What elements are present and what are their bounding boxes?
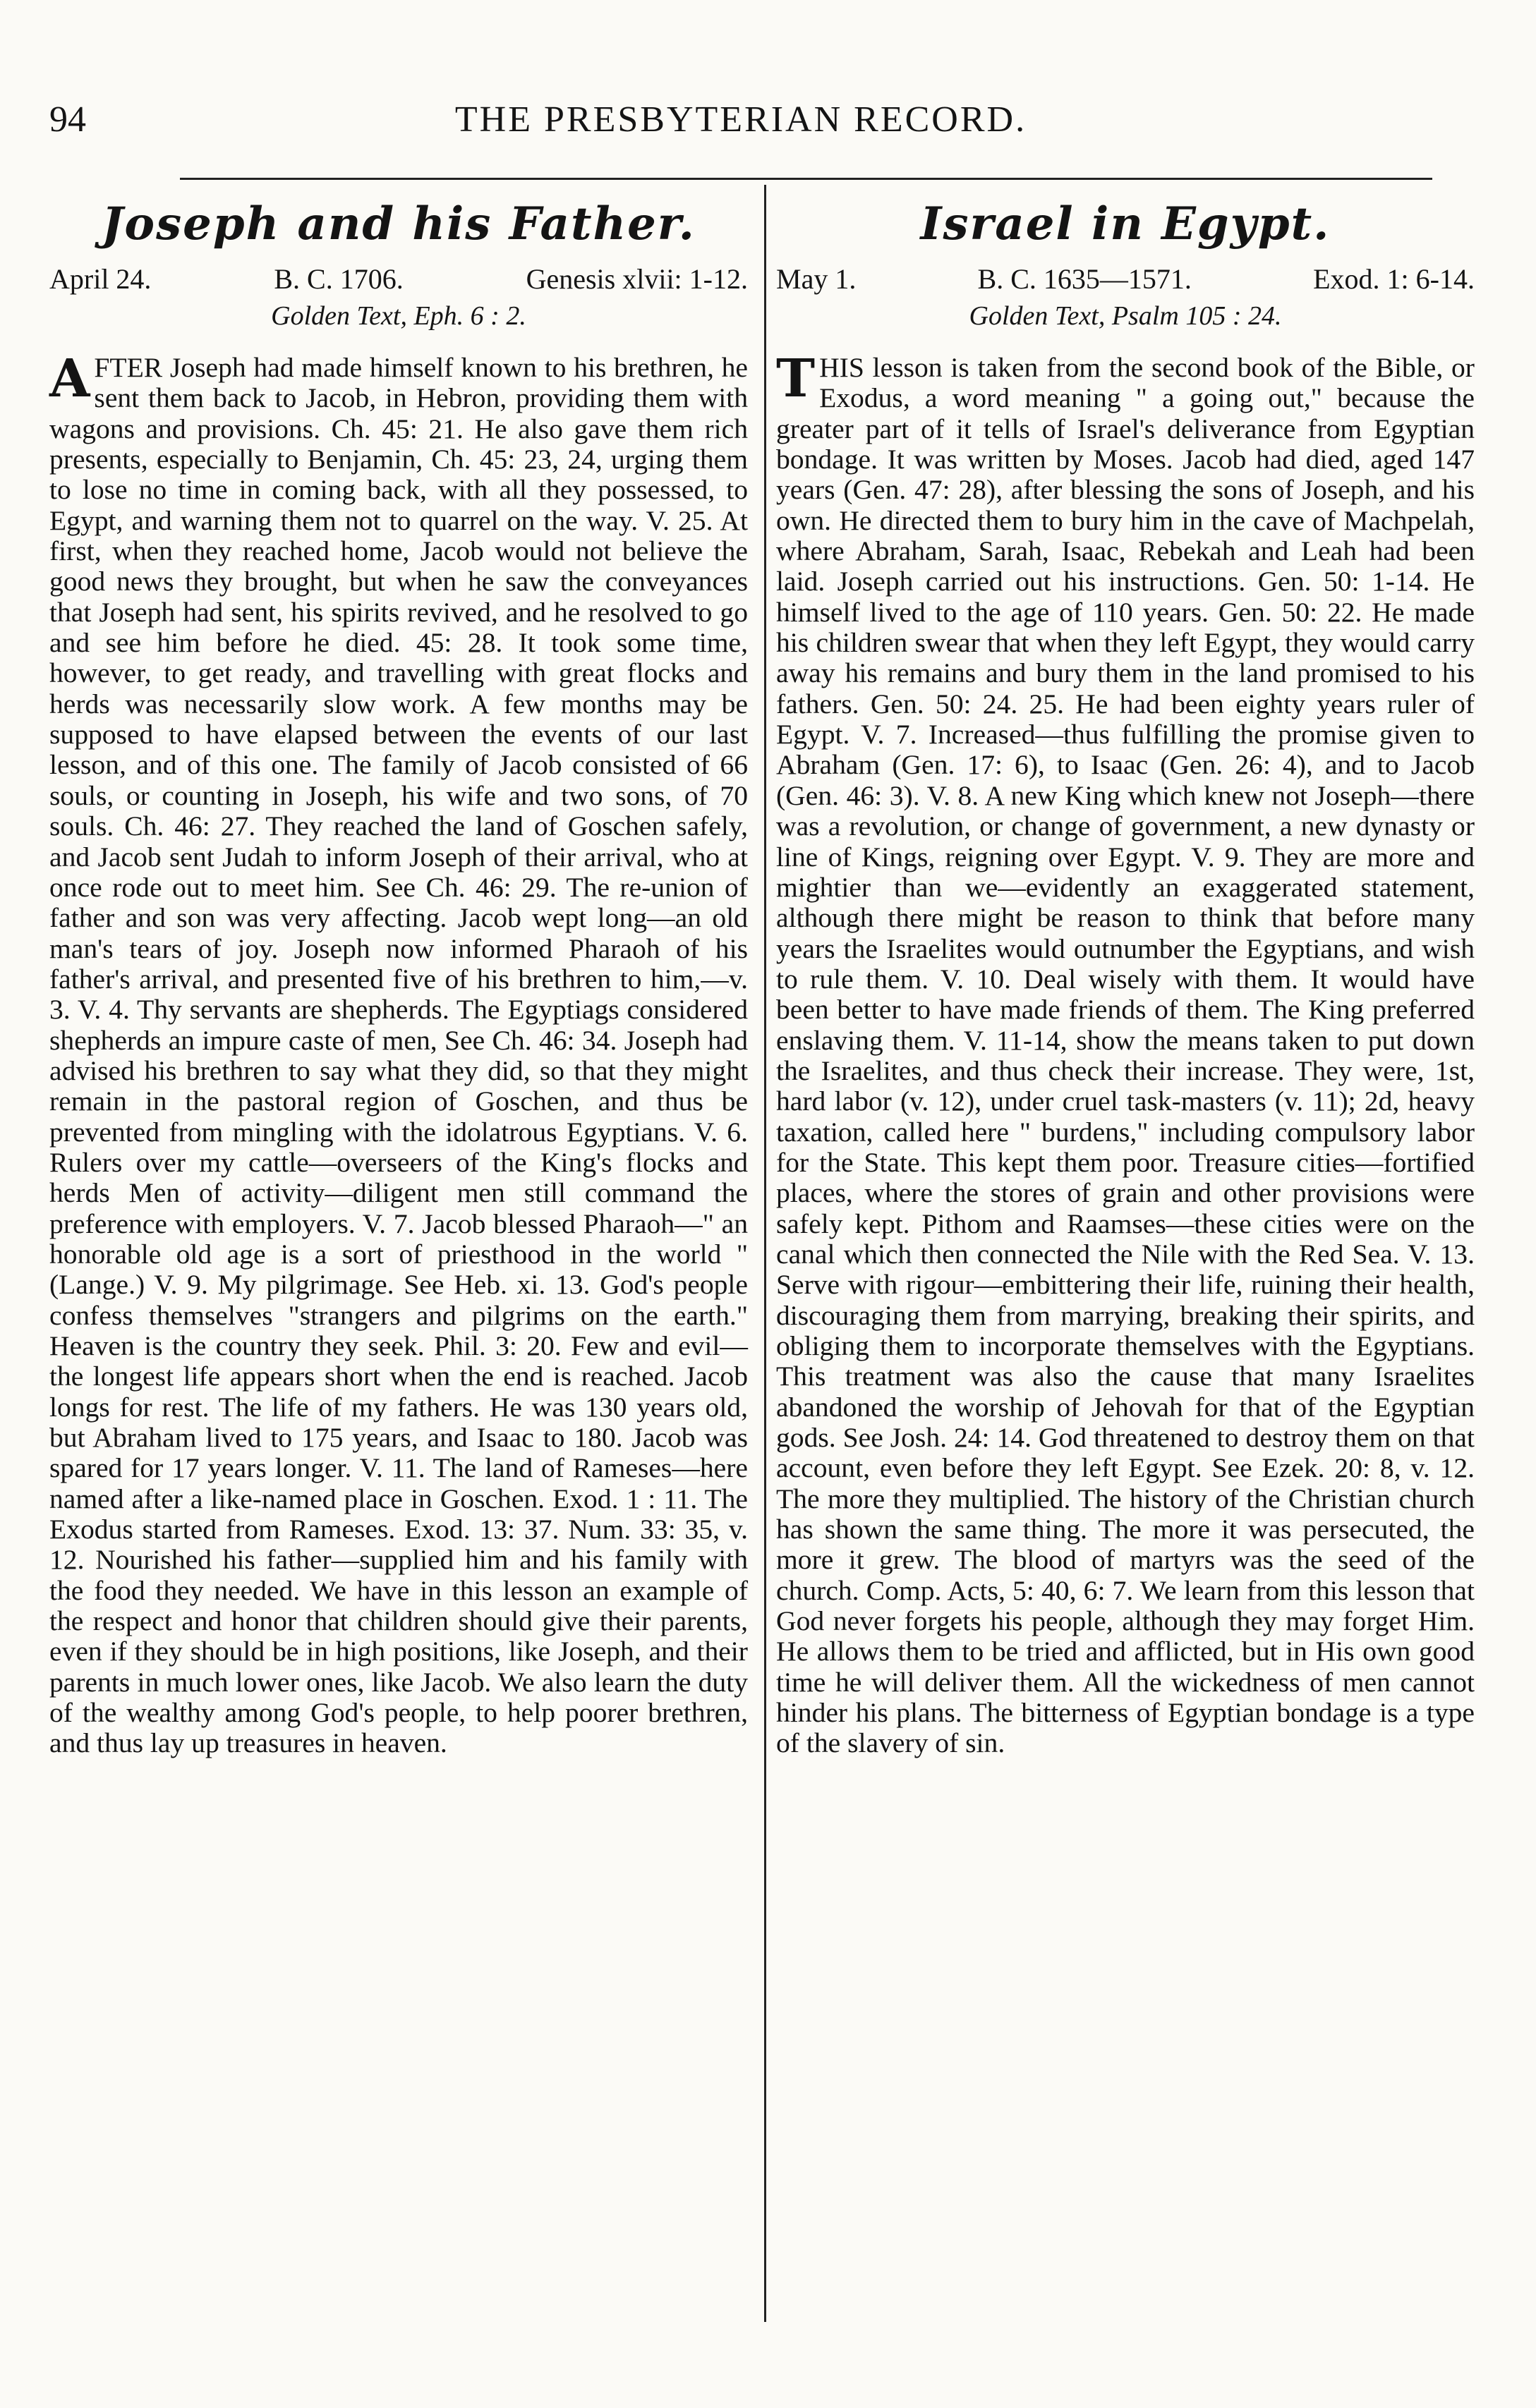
lesson-reference: Genesis xlvii: 1-12. <box>526 263 748 295</box>
lesson-date: May 1. <box>776 263 857 295</box>
lesson-body <box>776 348 1475 1759</box>
drop-cap: A <box>49 348 90 409</box>
golden-text: Golden Text, Eph. 6 : 2. <box>271 301 526 331</box>
header-rule <box>180 178 1432 180</box>
page-number: 94 <box>49 99 86 140</box>
column-divider <box>764 185 766 2322</box>
lesson-right <box>776 196 1475 1759</box>
lesson-text: FTER Joseph had made himself known to his brethren, he sent them back to Jacob, in Hebron, providing them with wagons and provisions. Ch. 45: 21. He also gave them rich presents, especially to Benjamin, Ch. 45: 23, 24, urging them to lose no time in coming back, with all they possessed, to Egypt, and warning them not to quarrel on the way. V. 25. At first, when they reached home, Jacob would not believe the good news they brought, but when he saw the conveyances that Joseph had sent, his spirits revived, and he resolved to go and see him before he died. 45: 28. It took some time, however, to get ready, and travelling with great flocks and herds was necessarily slow work. A few months may be supposed to have elapsed between the events of our last lesson, and of this one. The family of Jacob consisted of 66 souls, or counting in Joseph, his wife and two sons, of 70 souls. Ch. 46: 27. They reached the land of Goschen safely, and Jacob sent Judah to inform Joseph of their arrival, who at once rode out to meet him. See Ch. 46: 29. The re-union of father and son was very affecting. Jacob wept long—an old man's tears of joy. Joseph now informed Pharaoh of his father's arrival, and presented five of his brethren to him,—v. 3. V. 4. Thy servants are shepherds. The Egyptiags considered shepherds an impure caste of men, See Ch. 46: 34. Joseph had advised his brethren to say what they did, so that they might remain in the pastoral region of Goschen, and thus be prevented from mingling with the idolatrous Egyptians. V. 6. Rulers over my cattle—overseers of the King's flocks and herds Men of activity—diligent men still command the preference with employers. V. 7. Jacob blessed Pharaoh—" an honorable old age is a sort of priesthood in the world " (Lange.) V. 9. My pilgrimage. See Heb. xi. 13. God's people confess themselves "strangers and pilgrims on the earth." Heaven is the country they seek. Phil. 3: 20. Few and evil—the longest life appears short when the end is reached. Jacob longs for rest. The life of my fathers. He was 130 years old, but Abraham lived to 175 years, and Isaac to 180. Jacob was spared for 17 years longer. V. 11. The land of Rameses—here named after a like-named place in Goschen. Exod. 1 : 11. The Exodus started from Rameses. Exod. 13: 37. Num. 33: 35, v. 12. Nourished his father—supplied him and his family with the food they needed. We have in this lesson an example of the respect and honor that children should give their parents, even if they should be in high positions, like Joseph, and their parents in much lower ones, like Jacob. We also learn the duty of the wealthy among God's people, to help poorer brethren, and thus lay up treasures in heaven. <box>49 352 748 1759</box>
lesson-meta <box>49 261 748 298</box>
lesson-text: HIS lesson is taken from the second book of the Bible, or Exodus, a word meaning " a going out," because the greater part of it tells of Israel's deliverance from Egyptian bondage. It was written by Moses. Jacob had died, aged 147 years (Gen. 47: 28), after blessing the sons of Joseph, and his own. He directed them to bury him in the cave of Machpelah, where Abraham, Sarah, Isaac, Rebekah and Leah had been laid. Joseph carried out his instructions. Gen. 50: 1-14. He himself lived to the age of 110 years. Gen. 50: 22. He made his children swear that when they left Egypt, they would carry away his remains and bury them in the land promised to his fathers. Gen. 50: 24. 25. He had been eighty years ruler of Egypt. V. 7. Increased—thus fulfilling the promise given to Abraham (Gen. 17: 6), to Isaac (Gen. 26: 4), and to Jacob (Gen. 46: 3). V. 8. A new King which knew not Joseph—there was a revolution, or change of government, a new dynasty or line of Kings, reigning over Egypt. V. 9. They are more and mightier than we—evidently an exaggerated statement, although there might be reason to think that before many years the Israelites would outnumber the Egyptians, and wish to rule them. V. 10. Deal wisely with them. It would have been better to have made friends of them. The King preferred enslaving them. V. 11-14, show the means taken to put down the Israelites, and thus check their increase. They were, 1st, hard labor (v. 12), under cruel task-masters (v. 11); 2d, heavy taxation, called here " burdens," including compulsory labor for the State. This kept them poor. Treasure cities—fortified places, where the stores of grain and other provisions were safely kept. Pithom and Raamses—these cities were on the canal which then connected the Nile with the Red Sea. V. 13. Serve with rigour—embittering their life, ruining their health, discouraging them from marrying, breaking their spirits, and obliging them to incorporate themselves with the Egyptians. This treatment was also the cause that many Israelites abandoned the worship of Jehovah for that of the Egyptian gods. See Josh. 24: 14. God threatened to destroy them on that account, even before they left Egypt. See Ezek. 20: 8, v. 12. The more they multiplied. The history of the Christian church has shown the same thing. The more it was persecuted, the more it grew. The blood of martyrs was the seed of the church. Comp. Acts, 5: 40, 6: 7. We learn from this lesson that God never forgets his people, although they may forget Him. He allows them to be tried and afflicted, but in His own good time he will deliver them. All the wickedness of men cannot hinder his plans. The bitterness of Egyptian bondage is a type of the slavery of sin. <box>776 352 1475 1759</box>
lesson-date: April 24. <box>49 263 152 295</box>
lesson-reference: Exod. 1: 6-14. <box>1313 263 1475 295</box>
lesson-left <box>49 196 748 1759</box>
page-header <box>49 99 1432 155</box>
lesson-title: Joseph and his Father. <box>102 197 696 250</box>
lesson-meta <box>776 261 1475 298</box>
lesson-body <box>49 348 748 1759</box>
lesson-title: Israel in Egypt. <box>920 197 1331 250</box>
lesson-era: B. C. 1706. <box>274 263 404 295</box>
golden-text: Golden Text, Psalm 105 : 24. <box>969 301 1282 331</box>
drop-cap: T <box>776 348 816 409</box>
running-title: THE PRESBYTERIAN RECORD. <box>454 99 1027 140</box>
lesson-era: B. C. 1635—1571. <box>977 263 1192 295</box>
